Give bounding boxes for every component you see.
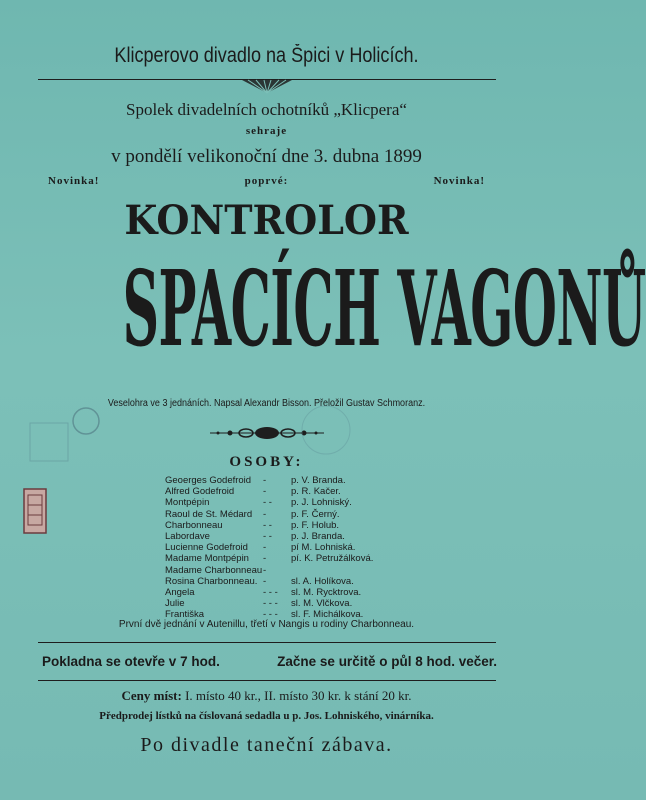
box-bottom-rule [38, 680, 496, 681]
prices-text: I. místo 40 kr., II. místo 30 kr. k stání 20 kr. [185, 688, 412, 703]
novelty-left: Novinka! [48, 175, 100, 187]
cast-row [165, 509, 373, 520]
cast-row [165, 486, 373, 497]
cast-row [165, 475, 373, 486]
cast-dash: - [263, 508, 267, 520]
cast-role: Angela [165, 587, 195, 599]
cast-role: Julie [165, 598, 185, 610]
ticket-prices [0, 688, 533, 704]
cast-actor: p. F. Černý. [291, 508, 340, 520]
cast-actor: p. F. Holub. [291, 519, 340, 531]
cast-row [165, 587, 373, 598]
performance-date: v pondělí velikonoční dne 3. dubna 1899 [111, 146, 422, 167]
cast-row [165, 531, 373, 542]
cast-actor: sl. A. Holíkova. [291, 575, 354, 587]
start-time: Začne se určitě o půl 8 hod. večer. [277, 654, 497, 669]
cast-role: Alfred Godefroid [165, 486, 235, 498]
cast-actor: sl. F. Michálkova. [291, 609, 364, 621]
box-office-time: Pokladna se otevře v 7 hod. [42, 654, 220, 669]
cast-role: Raoul de St. Médard [165, 508, 253, 520]
cast-dash: - - [263, 531, 272, 543]
cast-row [165, 542, 373, 553]
cast-dash: - [263, 475, 267, 486]
cast-row [165, 553, 373, 564]
cast-dash: - [263, 486, 267, 498]
performs-label: sehraje [245, 125, 288, 137]
cast-actor: p. J. Lohniský. [291, 497, 352, 509]
box-top-rule [38, 642, 496, 643]
cast-role: Montpépin [165, 497, 210, 509]
cast-heading: OSOBY: [229, 454, 304, 470]
dance-announcement: Po divadle taneční zábava. [140, 734, 393, 756]
cast-actor: p. J. Branda. [291, 531, 345, 543]
play-title-line1: KONTROLOR [124, 197, 409, 244]
faint-round-stamp [296, 400, 356, 460]
cast-actor: sl. M. Rycktrova. [291, 587, 362, 599]
cast-dash: - - - [263, 587, 278, 599]
scene-note: První dvě jednání v Autenillu, třetí v Nangis u rodiny Charbonneau. [118, 619, 415, 630]
cast-dash: - [263, 553, 267, 565]
cast-actor: pí. K. Petružálková. [291, 553, 374, 565]
revenue-stamp [22, 487, 48, 535]
cast-row [165, 598, 373, 609]
cast-role: Madame Montpépin [165, 553, 249, 565]
play-title-line2: SPACÍCH VAGONŮ [122, 247, 646, 370]
cast-role: Františka [165, 609, 205, 621]
cast-dash: - - [263, 519, 272, 531]
cast-role: Madame Charbonneau [165, 564, 263, 576]
cast-row [165, 565, 373, 576]
cast-actor: sl. M. Vlčkova. [291, 598, 353, 610]
cast-row [165, 576, 373, 587]
cast-role: Geoerges Godefroid [165, 475, 252, 486]
cast-dash: - [263, 564, 267, 576]
cast-dash: - - - [263, 598, 278, 610]
cast-list [165, 475, 373, 621]
prices-label: Ceny míst: [121, 688, 182, 703]
sunburst-ornament [238, 79, 296, 97]
cast-role: Labordave [165, 531, 210, 543]
cast-actor: p. V. Branda. [291, 475, 346, 486]
cast-dash: - - [263, 497, 272, 509]
cast-row [165, 520, 373, 531]
cast-dash: - - - [263, 609, 278, 621]
presale-info: Předprodej lístků na číslovaná sedadla u p. Jos. Lohniského, vinárníka. [99, 710, 434, 722]
cast-dash: - [263, 575, 267, 587]
cast-role: Lucienne Godefroid [165, 542, 248, 554]
cast-role: Rosina Charbonneau. [165, 575, 258, 587]
play-subtitle: Veselohra ve 3 jednáních. Napsal Alexandr Bisson. Přeložil Gustav Schmoranz. [107, 398, 426, 409]
cast-dash: - [263, 542, 267, 554]
cast-role: Charbonneau [165, 519, 223, 531]
novelty-right: Novinka! [433, 175, 485, 187]
cast-actor: pí M. Lohniská. [291, 542, 356, 554]
theatre-name: Klicperovo divadlo na Špici v Holicích. [114, 44, 419, 67]
society-name: Spolek divadelních ochotníků „Klicpera“ [126, 100, 407, 119]
cast-actor: p. R. Kačer. [291, 486, 341, 498]
premiere-label: poprvé: [244, 175, 289, 187]
cast-row [165, 497, 373, 508]
